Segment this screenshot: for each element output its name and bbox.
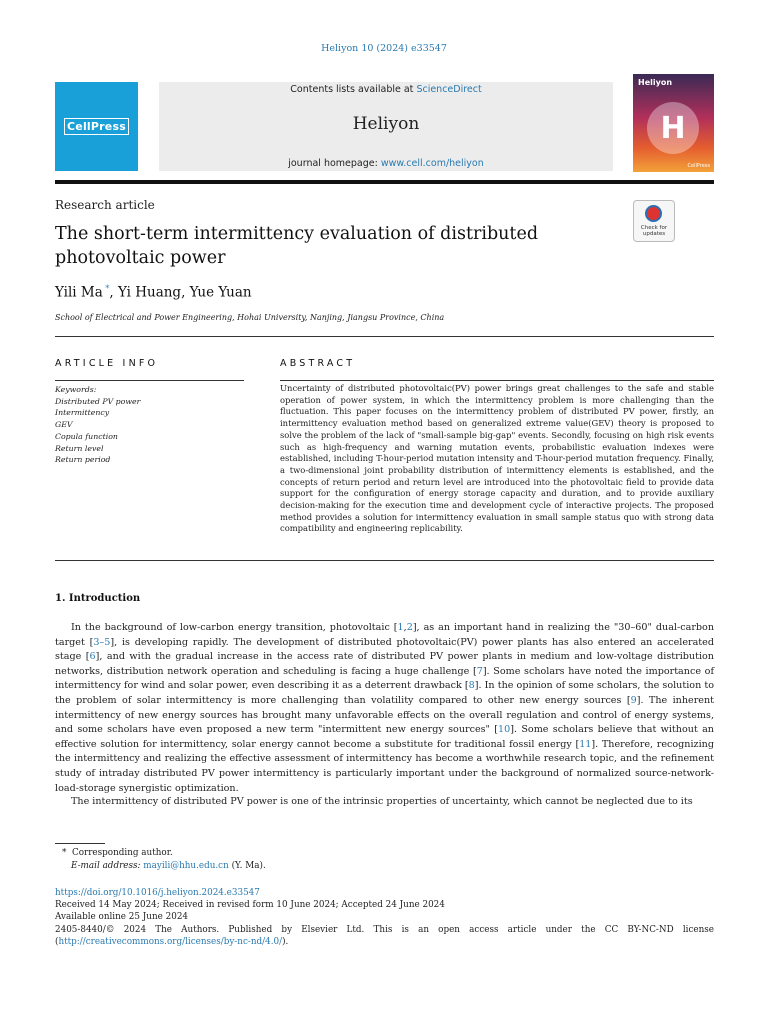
text-run: , — [403, 622, 407, 633]
license-line — [55, 936, 714, 948]
abstract-divider — [280, 380, 714, 381]
bookmark-icon — [645, 205, 662, 222]
abstract-text: Uncertainty of distributed photovoltaic(PV) power brings great challenges to the safe and stable operation of power system, in which the intermittency problem is more challenging than the fluctuation. This paper focuses on the intermittency problem of distributed PV power, firstly, an intermittency evaluation method based on generalized extreme value(GEV) theory is proposed to solve the problem of the lack of "small-sample big-gap" events. Secondly, focusing on high risk events such as high-frequency and warning mutation events, probabilistic evaluation indexes were established, including T-hour-period mutation intensity and T-hour-period mutation frequency. Finally, a two-dimensional joint probability distribution of intermittency elements is established, and the concepts of return period and return level are introduced into the photovoltaic field to provide data support for the configuration of energy storage capacity and duration, and to provide auxiliary decision-making for the execution time and development cycle of interactive projects. The proposed method provides a solution for intermittency evaluation in small sample status quo with strong data compatibility and engineering replicability. — [280, 383, 714, 534]
keywords-divider — [55, 380, 244, 381]
corresponding-mark-glyph: * — [105, 284, 110, 293]
author-list: Yili Ma *, Yi Huang, Yue Yuan — [55, 284, 252, 301]
footnote-mark: * — [62, 848, 67, 858]
license-close: ). — [282, 936, 289, 947]
citation-link[interactable]: 10 — [498, 724, 511, 736]
keyword-item: Return period — [55, 455, 111, 465]
affiliation-divider — [55, 336, 714, 337]
corresponding-mark[interactable] — [103, 284, 110, 293]
cellpress-logo[interactable] — [55, 82, 138, 171]
keyword-item: Intermittency — [55, 408, 110, 418]
footnote — [62, 847, 266, 873]
cover-title: Heliyon — [638, 78, 673, 87]
article-metadata — [55, 887, 714, 948]
citation-link[interactable]: 1 — [397, 622, 404, 633]
text-run: ], is developing rapidly. The development of distributed photovoltaic(PV) power plants has also entered an accelerated stage [ — [55, 636, 714, 663]
abstract-bottom-divider — [55, 560, 714, 561]
text-run: ]. Therefore, recognizing the intermittency and realizing the effective assessment of intermittency has become a worthwhile research topic, and the refinement study of intraday distributed PV power intermittency is particularly important under the background of normalized source-network-load-storage synergistic optimization. — [55, 738, 714, 794]
citation-link[interactable]: 6 — [89, 651, 96, 663]
sciencedirect-link[interactable]: ScienceDirect — [416, 84, 482, 95]
journal-banner — [159, 82, 613, 171]
check-for-updates-button[interactable] — [633, 200, 675, 242]
footnote-corresponding — [62, 847, 266, 860]
header-divider — [55, 180, 714, 184]
citation-link[interactable]: 3–5 — [93, 636, 111, 648]
footnote-corresponding-text: Corresponding author. — [72, 848, 173, 858]
citation-link[interactable]: 8 — [468, 680, 475, 692]
citation-link[interactable]: 2 — [406, 622, 413, 633]
license-link[interactable]: http://creativecommons.org/licenses/by-nc-nd/4.0/ — [58, 936, 283, 947]
author-name[interactable]: Yi Huang — [117, 284, 182, 301]
keywords-label: Keywords: — [55, 385, 97, 394]
section-heading: 1. Introduction — [55, 593, 141, 604]
title-line-2: photovoltaic power — [55, 248, 226, 268]
author-name[interactable]: Yue Yuan — [189, 284, 252, 301]
license-open: ( — [55, 936, 59, 947]
text-run: ]. The inherent intermittency of new energy sources has brought many unfavorable effects on the overall regulation and control of energy systems, and some scholars have even proposed a new term "intermittent new energy sources" [ — [55, 694, 714, 736]
text-run: ], and with the gradual increase in the access rate of distributed PV power plants in medium and low-voltage distribution networks, distribution network operation and scheduling is facing a huge challenge [ — [55, 651, 714, 677]
text-run: In the background of low-carbon energy transition, photovoltaic [ — [71, 622, 398, 633]
text-run: ], as an important hand in realizing the "30–60" dual-carbon target [ — [55, 622, 714, 648]
check-for-updates-label — [634, 225, 674, 237]
keywords-block — [55, 384, 140, 466]
article-title — [55, 222, 615, 270]
title-line-1: The short-term intermittency evaluation of distributed — [55, 224, 539, 244]
journal-name: Heliyon — [352, 114, 420, 134]
keyword-item: GEV — [55, 420, 73, 430]
text-run: ]. Some scholars believe that without an effective solution for intermittency, solar energy cannot become a substitute for traditional fossil energy [ — [55, 724, 714, 750]
abstract-heading: ABSTRACT — [280, 358, 356, 369]
keyword-item: Return level — [55, 443, 104, 453]
article-info-heading: ARTICLE INFO — [55, 358, 159, 369]
homepage-prefix: journal homepage: — [288, 158, 378, 169]
footnote-email — [62, 860, 266, 873]
journal-cover-image[interactable] — [633, 74, 714, 172]
homepage-link[interactable]: www.cell.com/heliyon — [380, 158, 484, 169]
text-run: ]. Some scholars have noted the importance of intermittency for wind and solar power, even describing it as a deterrent drawback [ — [55, 665, 714, 692]
cover-footer: CellPress — [687, 163, 710, 169]
intro-paragraph-1 — [55, 621, 714, 796]
article-type: Research article — [55, 198, 155, 212]
email-label: E-mail address: — [71, 861, 141, 871]
affiliation: School of Electrical and Power Engineering, Hohai University, Nanjing, Jiangsu Province, China — [55, 313, 445, 322]
cellpress-logo-text: CellPress — [64, 118, 129, 135]
check-line-2: updates — [642, 231, 666, 237]
contents-line — [159, 84, 613, 95]
cover-letter: H — [660, 110, 686, 146]
journal-reference[interactable]: Heliyon 10 (2024) e33547 — [321, 43, 447, 54]
homepage-line — [159, 158, 613, 169]
history-dates: Received 14 May 2024; Received in revised form 10 June 2024; Accepted 24 June 2024 — [55, 900, 445, 911]
available-online: Available online 25 June 2024 — [55, 912, 189, 923]
citation-link[interactable]: 9 — [630, 694, 637, 706]
text-run: ]. In the opinion of some scholars, the solution to the problem of solar intermittency is more challenging than volatility compared to other new energy sources [ — [55, 680, 714, 706]
email-suffix: (Y. Ma). — [231, 861, 266, 871]
citation-link[interactable]: 7 — [476, 665, 483, 677]
contents-prefix: Contents lists available at — [290, 84, 414, 95]
keyword-item: Copula function — [55, 431, 118, 441]
intro-paragraph-2: The intermittency of distributed PV power is one of the intrinsic properties of uncertainty, which cannot be neglected due to its — [71, 796, 693, 807]
cover-emblem — [647, 102, 699, 154]
footnote-divider — [55, 843, 105, 844]
check-line-1: Check for — [640, 225, 668, 231]
license-statement: 2405-8440/© 2024 The Authors. Published by Elsevier Ltd. This is an open access article under the CC BY-NC-ND license — [55, 924, 714, 935]
keyword-item: Distributed PV power — [55, 396, 141, 406]
doi-link[interactable]: https://doi.org/10.1016/j.heliyon.2024.e33547 — [55, 888, 260, 898]
email-link[interactable]: mayili@hhu.edu.cn — [143, 861, 229, 871]
citation-link[interactable]: 11 — [579, 738, 592, 750]
author-name[interactable]: Yili Ma — [55, 284, 103, 301]
